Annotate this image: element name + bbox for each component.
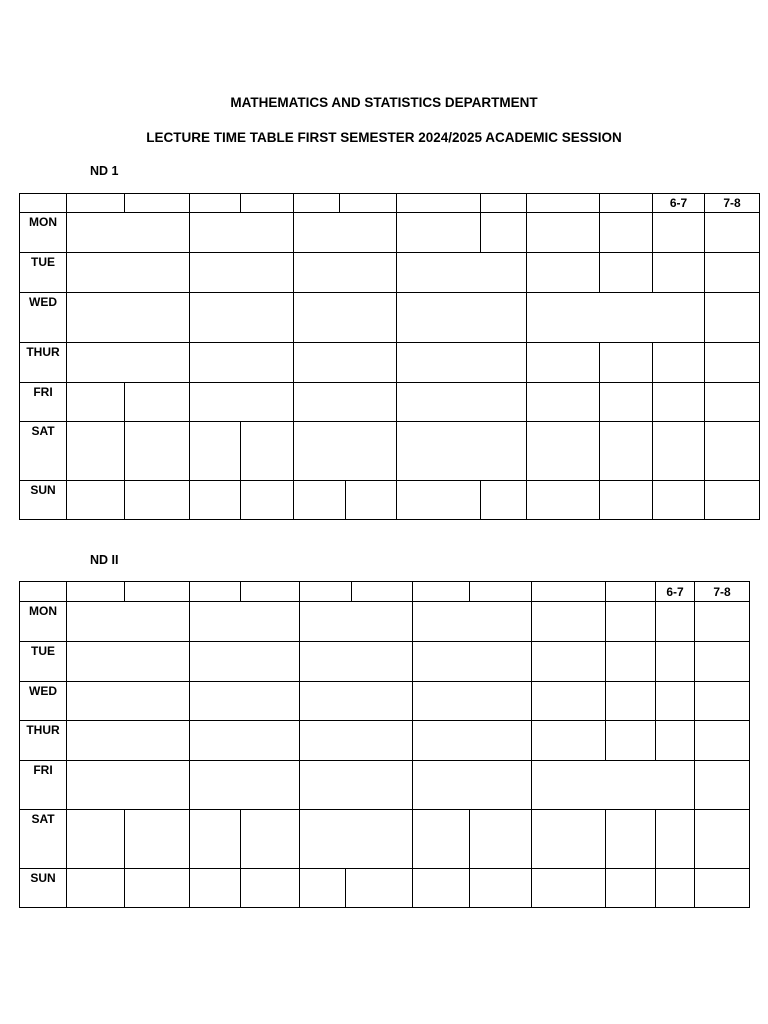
lecture-slot <box>606 602 656 642</box>
day-label-tue: TUE <box>20 642 67 682</box>
lecture-slot <box>241 869 300 908</box>
lecture-slot <box>600 213 653 253</box>
time-slot-header <box>125 194 190 213</box>
corner-cell <box>20 582 67 602</box>
time-slot-header <box>600 194 653 213</box>
lecture-slot <box>527 343 600 383</box>
lecture-slot <box>67 383 125 422</box>
day-row-fri <box>20 761 750 810</box>
time-slot-header <box>190 582 241 602</box>
lecture-slot <box>606 869 656 908</box>
lecture-slot <box>705 253 760 293</box>
lecture-slot <box>656 682 695 721</box>
lecture-slot <box>695 721 750 761</box>
lecture-slot <box>653 213 705 253</box>
time-slot-header <box>241 582 300 602</box>
lecture-slot <box>532 682 606 721</box>
lecture-slot <box>300 642 413 682</box>
time-slot-header <box>67 582 125 602</box>
lecture-slot <box>397 213 481 253</box>
lecture-slot <box>695 642 750 682</box>
lecture-slot <box>397 293 527 343</box>
day-label-sun: SUN <box>20 481 67 520</box>
day-row-mon <box>20 213 760 253</box>
lecture-slot <box>300 810 413 869</box>
lecture-slot <box>294 293 397 343</box>
lecture-slot <box>532 761 695 810</box>
lecture-slot <box>413 810 470 869</box>
lecture-slot <box>532 721 606 761</box>
level-label-nd1: ND 1 <box>90 164 119 178</box>
lecture-slot <box>656 721 695 761</box>
lecture-slot <box>67 343 190 383</box>
lecture-slot <box>606 721 656 761</box>
lecture-slot <box>67 481 125 520</box>
day-label-sat: SAT <box>20 810 67 869</box>
lecture-slot <box>695 869 750 908</box>
lecture-slot <box>656 642 695 682</box>
session-title: LECTURE TIME TABLE FIRST SEMESTER 2024/2025 ACADEMIC SESSION <box>146 130 622 145</box>
lecture-slot <box>300 721 413 761</box>
lecture-slot <box>67 869 125 908</box>
lecture-slot <box>705 293 760 343</box>
lecture-slot <box>190 602 300 642</box>
lecture-slot <box>600 343 653 383</box>
lecture-slot <box>190 682 300 721</box>
lecture-slot <box>656 810 695 869</box>
lecture-slot <box>527 383 600 422</box>
lecture-slot <box>190 869 241 908</box>
lecture-slot <box>397 481 481 520</box>
time-slot-header <box>125 582 190 602</box>
lecture-slot <box>397 422 527 481</box>
day-label-fri: FRI <box>20 383 67 422</box>
lecture-slot <box>653 383 705 422</box>
lecture-slot <box>300 761 413 810</box>
lecture-slot <box>653 422 705 481</box>
time-slot-header <box>190 194 241 213</box>
lecture-slot <box>653 481 705 520</box>
lecture-slot <box>600 383 653 422</box>
lecture-slot <box>294 383 397 422</box>
lecture-slot <box>695 810 750 869</box>
lecture-slot <box>532 642 606 682</box>
day-row-sun <box>20 481 760 520</box>
time-slot-header-6-7: 6-7 <box>653 194 705 213</box>
lecture-slot <box>67 642 190 682</box>
lecture-slot <box>241 422 294 481</box>
lecture-slot <box>294 253 397 293</box>
day-row-fri <box>20 383 760 422</box>
level-label-nd2: ND II <box>90 553 119 567</box>
lecture-slot <box>527 293 705 343</box>
lecture-slot <box>125 810 190 869</box>
day-row-sat <box>20 422 760 481</box>
lecture-slot <box>190 383 294 422</box>
lecture-slot <box>190 481 241 520</box>
lecture-slot <box>67 721 190 761</box>
lecture-slot <box>125 422 190 481</box>
timetable-nd2 <box>19 581 750 908</box>
lecture-slot <box>606 642 656 682</box>
lecture-slot <box>653 253 705 293</box>
lecture-slot <box>656 602 695 642</box>
day-row-mon <box>20 602 750 642</box>
time-slot-header <box>470 582 532 602</box>
lecture-slot <box>705 481 760 520</box>
lecture-slot <box>67 213 190 253</box>
time-slot-header <box>340 194 397 213</box>
time-slot-header <box>397 194 481 213</box>
lecture-slot <box>705 343 760 383</box>
time-slot-header <box>294 194 340 213</box>
lecture-slot <box>190 761 300 810</box>
lecture-slot <box>190 253 294 293</box>
day-label-thur: THUR <box>20 343 67 383</box>
lecture-slot <box>527 213 600 253</box>
day-label-wed: WED <box>20 293 67 343</box>
lecture-slot <box>532 810 606 869</box>
day-label-tue: TUE <box>20 253 67 293</box>
time-slot-header-6-7: 6-7 <box>656 582 695 602</box>
lecture-slot <box>294 481 346 520</box>
day-label-sat: SAT <box>20 422 67 481</box>
day-label-wed: WED <box>20 682 67 721</box>
lecture-slot <box>606 682 656 721</box>
lecture-slot <box>294 213 397 253</box>
lecture-slot <box>67 602 190 642</box>
lecture-slot <box>300 602 413 642</box>
lecture-slot <box>527 253 600 293</box>
lecture-slot <box>653 343 705 383</box>
lecture-slot <box>300 682 413 721</box>
lecture-slot <box>190 810 241 869</box>
time-slot-header <box>606 582 656 602</box>
lecture-slot <box>470 869 532 908</box>
time-slot-header <box>67 194 125 213</box>
day-label-fri: FRI <box>20 761 67 810</box>
day-row-sat <box>20 810 750 869</box>
lecture-slot <box>190 343 294 383</box>
lecture-slot <box>190 213 294 253</box>
day-label-sun: SUN <box>20 869 67 908</box>
day-label-thur: THUR <box>20 721 67 761</box>
lecture-slot <box>397 343 527 383</box>
day-label-mon: MON <box>20 602 67 642</box>
lecture-slot <box>413 761 532 810</box>
day-row-tue <box>20 253 760 293</box>
lecture-slot <box>190 721 300 761</box>
time-slot-header-7-8: 7-8 <box>705 194 760 213</box>
lecture-slot <box>600 253 653 293</box>
lecture-slot <box>413 682 532 721</box>
lecture-slot <box>606 810 656 869</box>
lecture-slot <box>532 869 606 908</box>
time-header-row <box>20 582 750 602</box>
lecture-slot <box>397 383 527 422</box>
department-title: MATHEMATICS AND STATISTICS DEPARTMENT <box>230 95 538 110</box>
lecture-slot <box>67 253 190 293</box>
lecture-slot <box>532 602 606 642</box>
lecture-slot <box>125 481 190 520</box>
lecture-slot <box>695 761 750 810</box>
lecture-slot <box>705 422 760 481</box>
lecture-slot <box>241 810 300 869</box>
day-row-thur <box>20 343 760 383</box>
lecture-slot <box>300 869 346 908</box>
lecture-slot <box>67 422 125 481</box>
time-slot-header <box>532 582 606 602</box>
lecture-slot <box>705 383 760 422</box>
lecture-slot <box>346 869 413 908</box>
lecture-slot <box>67 810 125 869</box>
lecture-slot <box>397 253 527 293</box>
day-row-wed <box>20 293 760 343</box>
lecture-slot <box>67 761 190 810</box>
time-slot-header <box>352 582 413 602</box>
lecture-slot <box>67 293 190 343</box>
time-slot-header <box>241 194 294 213</box>
day-row-tue <box>20 642 750 682</box>
lecture-slot <box>413 602 532 642</box>
time-slot-header <box>300 582 352 602</box>
lecture-slot <box>481 481 527 520</box>
lecture-slot <box>600 422 653 481</box>
lecture-slot <box>294 422 397 481</box>
timetable-nd1 <box>19 193 760 520</box>
lecture-slot <box>413 869 470 908</box>
time-slot-header-7-8: 7-8 <box>695 582 750 602</box>
lecture-slot <box>695 602 750 642</box>
day-row-thur <box>20 721 750 761</box>
lecture-slot <box>241 481 294 520</box>
lecture-slot <box>656 869 695 908</box>
lecture-slot <box>481 213 527 253</box>
lecture-slot <box>527 481 600 520</box>
day-label-mon: MON <box>20 213 67 253</box>
corner-cell <box>20 194 67 213</box>
lecture-slot <box>695 682 750 721</box>
lecture-slot <box>190 642 300 682</box>
lecture-slot <box>190 293 294 343</box>
day-row-sun <box>20 869 750 908</box>
time-slot-header <box>413 582 470 602</box>
lecture-slot <box>705 213 760 253</box>
lecture-slot <box>67 682 190 721</box>
lecture-slot <box>413 642 532 682</box>
day-row-wed <box>20 682 750 721</box>
lecture-slot <box>527 422 600 481</box>
lecture-slot <box>346 481 397 520</box>
time-slot-header <box>481 194 527 213</box>
lecture-slot <box>294 343 397 383</box>
time-slot-header <box>527 194 600 213</box>
lecture-slot <box>600 481 653 520</box>
lecture-slot <box>125 869 190 908</box>
time-header-row <box>20 194 760 213</box>
lecture-slot <box>125 383 190 422</box>
lecture-slot <box>470 810 532 869</box>
lecture-slot <box>190 422 241 481</box>
lecture-slot <box>413 721 532 761</box>
